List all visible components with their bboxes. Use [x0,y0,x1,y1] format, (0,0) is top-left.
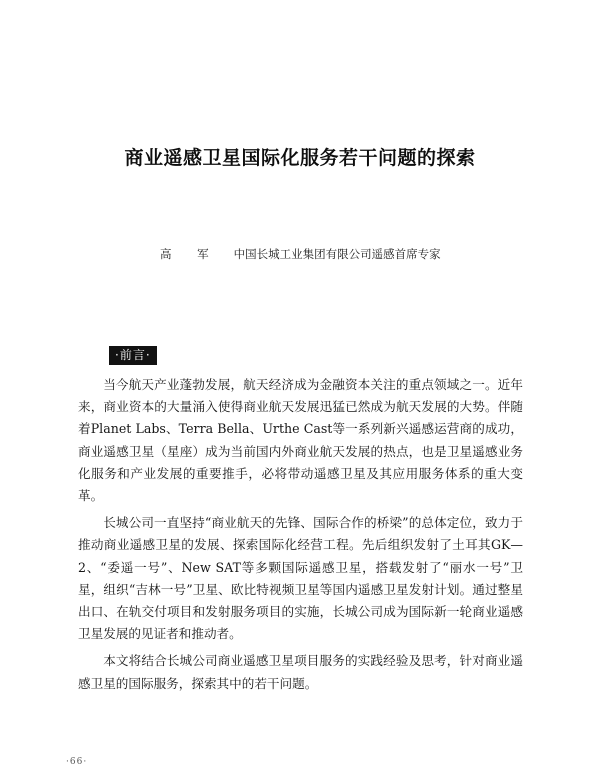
author-affiliation: 中国长城工业集团有限公司遥感首席专家 [233,247,441,261]
author-line [160,246,480,262]
body-paragraph: 本文将结合长城公司商业遥感卫星项目服务的实践经验及思考，针对商业遥感卫星的国际服务，探索其中的若干问题。 [78,653,523,691]
body-paragraph: 当今航天产业蓬勃发展，航天经济成为金融资本关注的重点领域之一。近年来，商业资本的大量涌入使得商业航天发展迅猛已然成为航天发展的大势。伴随着Planet Labs、Terra Bella、Urthe Cast等一系列新兴遥感运营商的成功，商业遥感卫星（星座）成为当前国内外商业航天发展的热点，也是卫星遥感业务化服务和产业发展的重要推手，必将带动遥感卫星及其应用服务体系的重大变革。 [78,377,523,504]
section-tag-preface: ·前言· [109,346,157,365]
article-body [78,374,523,700]
article-title: 商业遥感卫星国际化服务若干问题的探索 [124,147,476,169]
body-paragraph: 长城公司一直坚持“商业航天的先锋、国际合作的桥梁”的总体定位，致力于推动商业遥感卫星的发展、探索国际化经营工程。先后组织发射了土耳其GK—2、“委遥一号”、New SAT等多颗国际遥感卫星，搭载发射了“丽水一号”卫星，组织“吉林一号”卫星、欧比特视频卫星等国内遥感卫星发射计划。通过整星出口、在轨交付项目和发射服务项目的实施，长城公司成为国际新一轮商业遥感卫星发展的见证者和推动者。 [78,515,523,642]
author-name: 高 军 [160,247,220,261]
page-number: ·66· [66,757,88,767]
